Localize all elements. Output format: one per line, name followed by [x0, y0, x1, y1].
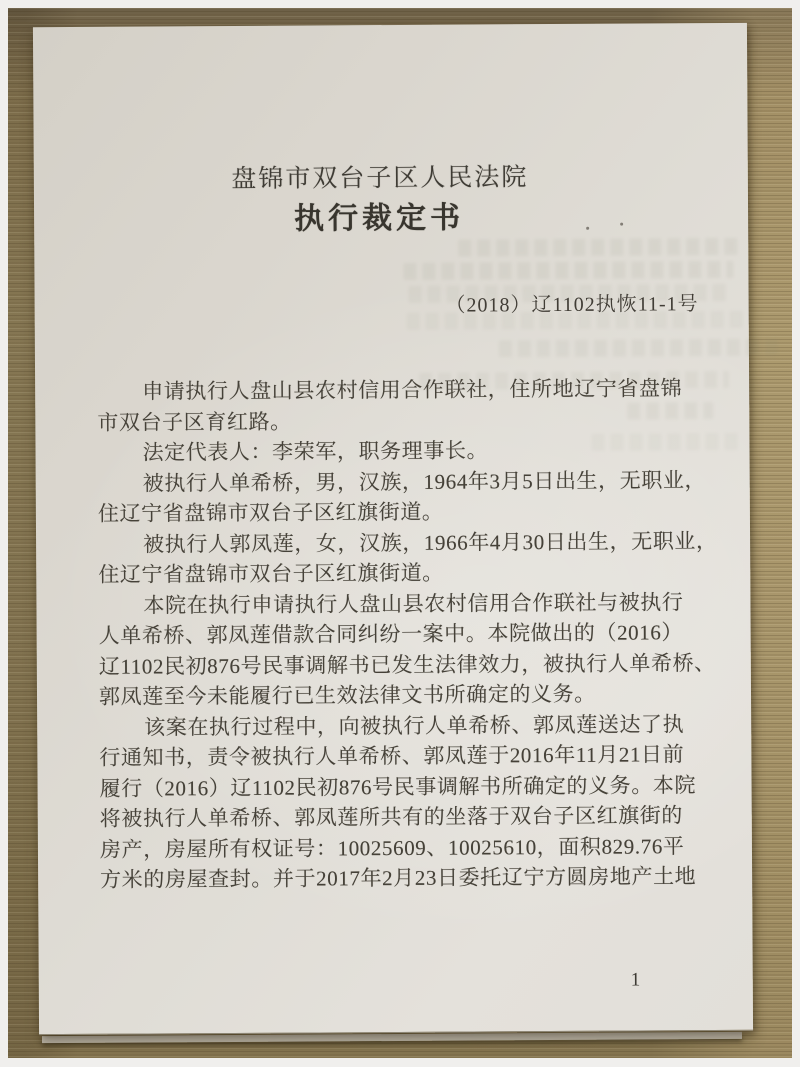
- document-line: 住辽宁省盘锦市双台子区红旗街道。: [97, 499, 444, 526]
- document-line: 人单希桥、郭凤莲借款合同纠纷一案中。本院做出的（2016）: [98, 620, 684, 648]
- document-line: 郭凤莲至今未能履行已生效法律文书所确定的义务。: [98, 681, 596, 709]
- ghost-text: [458, 238, 738, 257]
- document-line: 被执行人单希桥，男，汉族，1964年3月5日出生，无职业，: [142, 467, 707, 496]
- document-line: 被执行人郭凤莲，女，汉族，1966年4月30日出生，无职业，: [143, 528, 718, 557]
- document-line: 辽1102民初876号民事调解书已发生法律效力，被执行人单希桥、: [98, 650, 716, 679]
- desk-photo-background: [8, 8, 792, 1058]
- paragraph: [98, 465, 718, 530]
- document-line: 方米的房屋查封。并于2017年2月23日委托辽宁方圆房地产土地: [100, 864, 697, 892]
- case-number: （2018）辽1102执恢11-1号: [445, 293, 699, 317]
- document-line: 该案在执行过程中，向被执行人单希桥、郭凤莲送达了执: [144, 711, 685, 740]
- document-title: 执行裁定书: [294, 201, 465, 236]
- document-line: 行通知书，责令被执行人单希桥、郭凤莲于2016年11月21日前: [99, 742, 685, 770]
- paragraph: [99, 709, 720, 896]
- page-number: 1: [630, 969, 641, 991]
- document-page: [33, 23, 753, 1035]
- paragraph: [97, 373, 717, 438]
- page-content: [33, 23, 753, 1034]
- document-body: [97, 373, 720, 895]
- paragraph: [97, 434, 717, 468]
- document-line: 市双台子区育红路。: [97, 409, 292, 435]
- document-line: 申请执行人盘山县农村信用合作联社，住所地辽宁省盘锦: [142, 376, 683, 404]
- paragraph: [98, 526, 718, 591]
- document-line: 将被执行人单希桥、郭凤莲所共有的坐落于双台子区红旗街的: [99, 803, 684, 831]
- document-line: 住辽宁省盘锦市双台子区红旗街道。: [98, 560, 444, 587]
- paragraph: [98, 587, 719, 713]
- ghost-text: [499, 339, 779, 358]
- document-line: 本院在执行申请执行人盘山县农村信用合作联社与被执行: [143, 589, 684, 618]
- document-line: 履行（2016）辽1102民初876号民事调解书所确定的义务。本院: [99, 772, 697, 801]
- court-name-heading: 盘锦市双台子区人民法院: [231, 164, 529, 193]
- ghost-text: [403, 261, 733, 280]
- document-line: 法定代表人：李荣军，职务理事长。: [142, 438, 489, 465]
- document-line: 房产，房屋所有权证号：10025609、10025610，面积829.76平: [99, 833, 685, 862]
